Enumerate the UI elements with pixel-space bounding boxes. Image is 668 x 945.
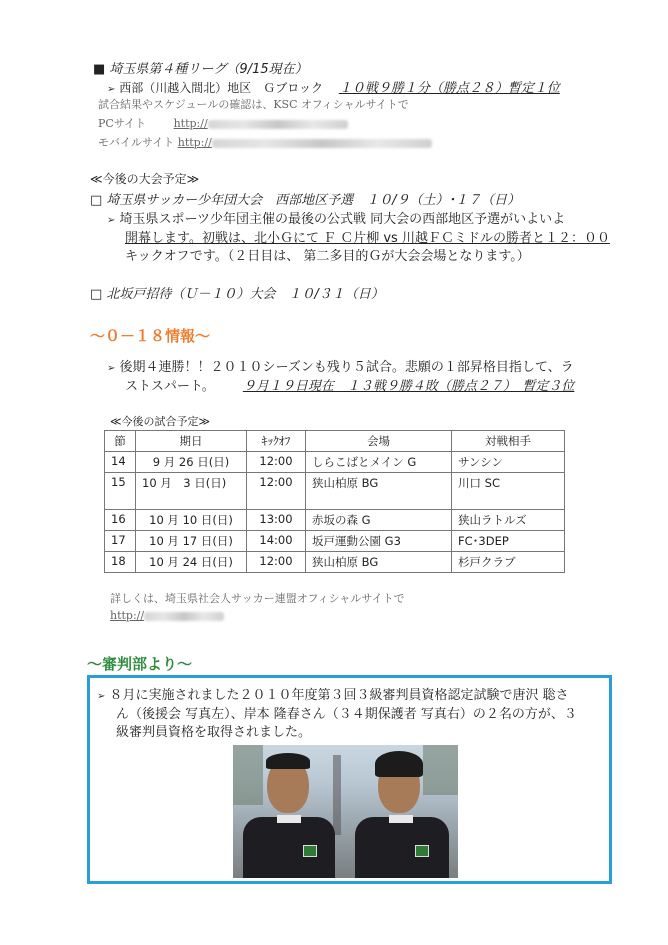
o18-record: ９月１９日現在 １３戦９勝４敗（勝点２７） 暫定３位 xyxy=(242,379,575,394)
schedule-table xyxy=(104,430,565,573)
arrow-bullet-icon: ➢ xyxy=(107,84,116,95)
table-row xyxy=(105,473,565,510)
cell-date: 10 月 10 日(日) xyxy=(136,510,247,531)
mobile-label: モバイルサイト xyxy=(98,136,175,149)
cell-venue: 狭山柏原 BG xyxy=(306,552,452,573)
cell-round: 18 xyxy=(105,552,136,573)
cell-round: 14 xyxy=(105,452,136,473)
cell-kickoff: 12:00 xyxy=(247,552,306,573)
col-header: ｷｯｸｵﾌ xyxy=(247,431,306,452)
cell-opponent: 狭山ラトルズ xyxy=(452,510,565,531)
cell-date: 9 月 26 日(日) xyxy=(136,452,247,473)
cell-opponent: サンシン xyxy=(452,452,565,473)
cell-date: 10 月 17 日(日) xyxy=(136,531,247,552)
table-row xyxy=(105,531,565,552)
cell-venue: 狭山柏原 BG xyxy=(306,473,452,510)
cell-kickoff: 12:00 xyxy=(247,473,306,510)
cell-venue: しらこばとメイン G xyxy=(306,452,452,473)
o18-heading: ～０－１８情報～ xyxy=(90,327,211,345)
tournament2-title: □ 北坂戸招待（Ｕ－１０）大会 １０/３１（日） xyxy=(90,287,384,302)
cell-date: 10 月 24 日(日) xyxy=(136,552,247,573)
o18-line2: ストスパート。 ９月１９日現在 １３戦９勝４敗（勝点２７） 暫定３位 xyxy=(125,379,575,394)
tournament1-line3: キックオフです。（２日目は、 第二多目的Ｇが大会会場となります。） xyxy=(125,249,530,264)
table-header-row xyxy=(105,431,565,452)
col-header: 会場 xyxy=(306,431,452,452)
cell-opponent: 川口 SC xyxy=(452,473,565,510)
arrow-bullet-icon: ➢ xyxy=(107,215,116,226)
table-row xyxy=(105,452,565,473)
o18-line1: ➢ 後期４連勝！！２０１０シーズンも残り５試合。悲願の１部昇格目指して、ラ xyxy=(107,360,574,375)
tournament1-line1: ➢ 埼玉県スポーツ少年団主催の最後の公式戦 同大会の西部地区予選がいよいよ xyxy=(107,212,566,227)
details-url[interactable]: http:// xyxy=(110,609,224,622)
cell-kickoff: 14:00 xyxy=(247,531,306,552)
arrow-bullet-icon: ➢ xyxy=(107,363,116,374)
west-area: 西部（川越入間北）地区 Ｇブロック xyxy=(119,81,323,95)
league-record: １０戦９勝１分（勝点２８）暫定１位 xyxy=(338,81,560,96)
tournament1-line2: 開幕します。初戦は、北小Ｇにて Ｆ Ｃ片柳 vs 川越ＦＣミドルの勝者と１２：００ xyxy=(125,231,610,246)
site-note: 試合結果やスケジュールの確認は、KSC オフィシャルサイトで xyxy=(98,98,409,111)
referee-line2: ん（後援会 写真左）、岸本 隆春さん（３４期保護者 写真右）の２名の方が、３ xyxy=(116,707,577,722)
cell-round: 16 xyxy=(105,510,136,531)
col-header: 期日 xyxy=(136,431,247,452)
referees-photo xyxy=(233,745,458,878)
pc-label: PCサイト xyxy=(98,117,147,130)
cell-kickoff: 13:00 xyxy=(247,510,306,531)
pc-url[interactable]: http:// xyxy=(174,117,348,130)
cell-opponent: FC･3DEP xyxy=(452,531,565,552)
cell-venue: 赤坂の森 G xyxy=(306,510,452,531)
referee-line3: 級審判員資格を取得されました。 xyxy=(116,725,312,740)
cell-round: 15 xyxy=(105,473,136,510)
col-header: 対戦相手 xyxy=(452,431,565,452)
col-header: 節 xyxy=(105,431,136,452)
cell-round: 17 xyxy=(105,531,136,552)
upcoming-heading: ≪今後の大会予定≫ xyxy=(90,172,200,186)
schedule-heading: ≪今後の試合予定≫ xyxy=(110,415,211,428)
table-row xyxy=(105,510,565,531)
referee-heading: ～審判部より～ xyxy=(87,655,193,673)
cell-date: 10 月 3 日(日) xyxy=(136,473,247,510)
arrow-bullet-icon: ➢ xyxy=(97,691,106,702)
cell-opponent: 杉戸クラブ xyxy=(452,552,565,573)
league-title: ■ 埼玉県第４種リーグ（9/15現在） xyxy=(93,62,308,77)
league-west-line xyxy=(107,77,560,96)
mobile-site-line xyxy=(98,134,432,150)
pc-site-line xyxy=(98,115,348,131)
tournament1-title: □ 埼玉県サッカー少年団大会 西部地区予選 １０/９（土）･１７（日） xyxy=(90,193,521,208)
cell-kickoff: 12:00 xyxy=(247,452,306,473)
table-row xyxy=(105,552,565,573)
mobile-url[interactable]: http:// xyxy=(178,136,432,149)
referee-line1: ➢ ８月に実施されました２０１０年度第３回３級審判員資格認定試験で唐沢 聡さ xyxy=(97,688,569,703)
details-note: 詳しくは、埼玉県社会人サッカー連盟オフィシャルサイトで xyxy=(110,592,405,605)
cell-venue: 坂戸運動公園 G3 xyxy=(306,531,452,552)
